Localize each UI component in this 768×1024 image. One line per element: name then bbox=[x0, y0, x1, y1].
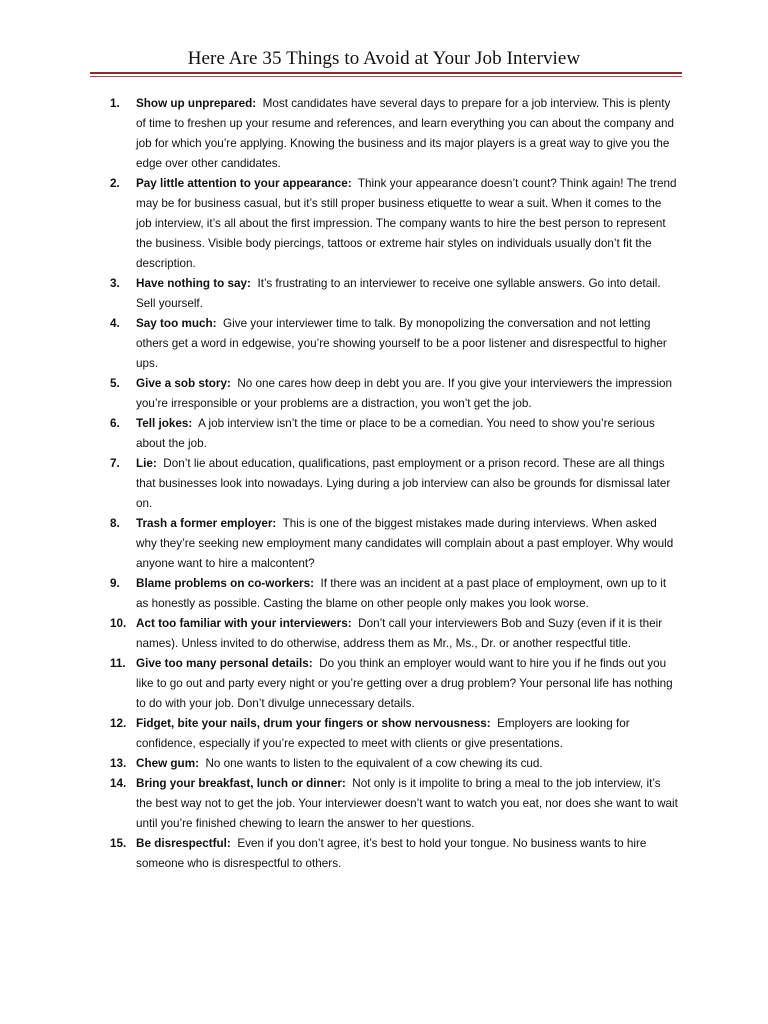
item-heading: Act too familiar with your interviewers: bbox=[136, 617, 352, 630]
item-number: 4. bbox=[110, 317, 120, 330]
item-heading: Chew gum: bbox=[136, 757, 199, 770]
item-text: Don’t call your interviewers Bob and Suzy (even if it is their names). Unless invited to do otherwise, address them as Mr., Ms., Dr. or another respectful title. bbox=[136, 617, 663, 650]
item-text: Think your appearance doesn’t count? Think again! The trend may be for business casual, but it’s still proper business etiquette to wear a suit. When it comes to the job interview, it’s all about the first impression. The company wants to hire the best person to represent the business. Visible body piercings, tattoos or extreme hair styles on individuals usually don’t fit the description. bbox=[136, 177, 677, 270]
item-number: 11. bbox=[110, 657, 126, 670]
item-heading: Give too many personal details: bbox=[136, 657, 313, 670]
item-number: 14. bbox=[110, 777, 127, 790]
item-text: Not only is it impolite to bring a meal to the job interview, it’s the best way not to get the job. Your interviewer doesn’t want to watch you eat, nor does she want to wait until you’re finished chewing to learn the answer to her questions. bbox=[136, 777, 678, 830]
list-item bbox=[110, 174, 680, 274]
title-divider bbox=[90, 72, 682, 74]
item-heading: Pay little attention to your appearance: bbox=[136, 177, 352, 190]
item-heading: Tell jokes: bbox=[136, 417, 193, 430]
item-number: 3. bbox=[110, 277, 120, 290]
item-text: It’s frustrating to an interviewer to receive one syllable answers. Go into detail. Sell yourself. bbox=[136, 277, 661, 310]
item-number: 10. bbox=[110, 617, 127, 630]
list-item bbox=[110, 454, 680, 514]
item-number: 7. bbox=[110, 457, 120, 470]
item-heading: Bring your breakfast, lunch or dinner: bbox=[136, 777, 346, 790]
item-number: 2. bbox=[110, 177, 120, 190]
item-text: Give your interviewer time to talk. By monopolizing the conversation and not letting others get a word in edgewise, you’re showing yourself to be a poor listener and disrespectful to higher ups. bbox=[136, 317, 667, 370]
item-heading: Show up unprepared: bbox=[136, 97, 257, 110]
item-text: Employers are looking for confidence, especially if you’re expected to meet with clients or give presentations. bbox=[136, 717, 630, 750]
list-item bbox=[110, 94, 680, 174]
list-item bbox=[110, 714, 680, 754]
item-text: No one wants to listen to the equivalent of a cow chewing its cud. bbox=[205, 757, 543, 770]
item-number: 1. bbox=[110, 97, 120, 110]
item-heading: Give a sob story: bbox=[136, 377, 231, 390]
item-heading: Be disrespectful: bbox=[136, 837, 231, 850]
list-item bbox=[110, 614, 680, 654]
item-number: 8. bbox=[110, 517, 120, 530]
item-heading: Say too much: bbox=[136, 317, 217, 330]
item-number: 5. bbox=[110, 377, 120, 390]
item-text: Even if you don’t agree, it’s best to hold your tongue. No business wants to hire someone who is disrespectful to others. bbox=[136, 837, 647, 870]
list-item bbox=[110, 374, 680, 414]
list-item bbox=[110, 314, 680, 374]
list-item bbox=[110, 414, 680, 454]
item-number: 6. bbox=[110, 417, 120, 430]
item-heading: Fidget, bite your nails, drum your fingers or show nervousness: bbox=[136, 717, 491, 730]
list-item bbox=[110, 774, 680, 834]
item-heading: Lie: bbox=[136, 457, 157, 470]
item-text: This is one of the biggest mistakes made during interviews. When asked why they’re seeking new employment many candidates will complain about a past employer. Why would anyone want to hire a malcontent? bbox=[136, 517, 674, 570]
item-heading: Have nothing to say: bbox=[136, 277, 251, 290]
item-text: No one cares how deep in debt you are. If you give your interviewers the impression you’re irresponsible or your problems are a distraction, you won’t get the job. bbox=[136, 377, 672, 410]
item-number: 9. bbox=[110, 577, 120, 590]
item-number: 12. bbox=[110, 717, 127, 730]
item-text: A job interview isn’t the time or place to be a comedian. You need to show you’re serious about the job. bbox=[136, 417, 655, 450]
list-item bbox=[110, 274, 680, 314]
item-text: Don’t lie about education, qualifications, past employment or a prison record. These are all things that businesses look into nowadays. Lying during a job interview can also be grounds for dismissal later on. bbox=[136, 457, 671, 510]
item-number: 13. bbox=[110, 757, 127, 770]
item-number: 15. bbox=[110, 837, 127, 850]
item-heading: Blame problems on co-workers: bbox=[136, 577, 314, 590]
list-item bbox=[110, 754, 680, 774]
list-item bbox=[110, 654, 680, 714]
item-text: Do you think an employer would want to hire you if he finds out you like to go out and party every night or you’re getting over a drug problem? Your personal life has nothing to do with your job. Don’t divulge unnecessary details. bbox=[136, 657, 673, 710]
item-text: Most candidates have several days to prepare for a job interview. This is plenty of time to freshen up your resume and references, and learn everything you can about the company and job for which you’re applying. Knowing the business and its major players is a great way to give you the edge over other candidates. bbox=[136, 97, 674, 170]
list-item bbox=[110, 834, 680, 874]
document-title: Here Are 35 Things to Avoid at Your Job Interview bbox=[187, 48, 581, 69]
list-item bbox=[110, 574, 680, 614]
item-heading: Trash a former employer: bbox=[136, 517, 277, 530]
item-text: If there was an incident at a past place of employment, own up to it as honestly as possible. Casting the blame on other people only makes you look worse. bbox=[136, 577, 667, 610]
tips-list bbox=[110, 94, 680, 874]
title-divider-secondary bbox=[90, 76, 682, 77]
list-item bbox=[110, 514, 680, 574]
